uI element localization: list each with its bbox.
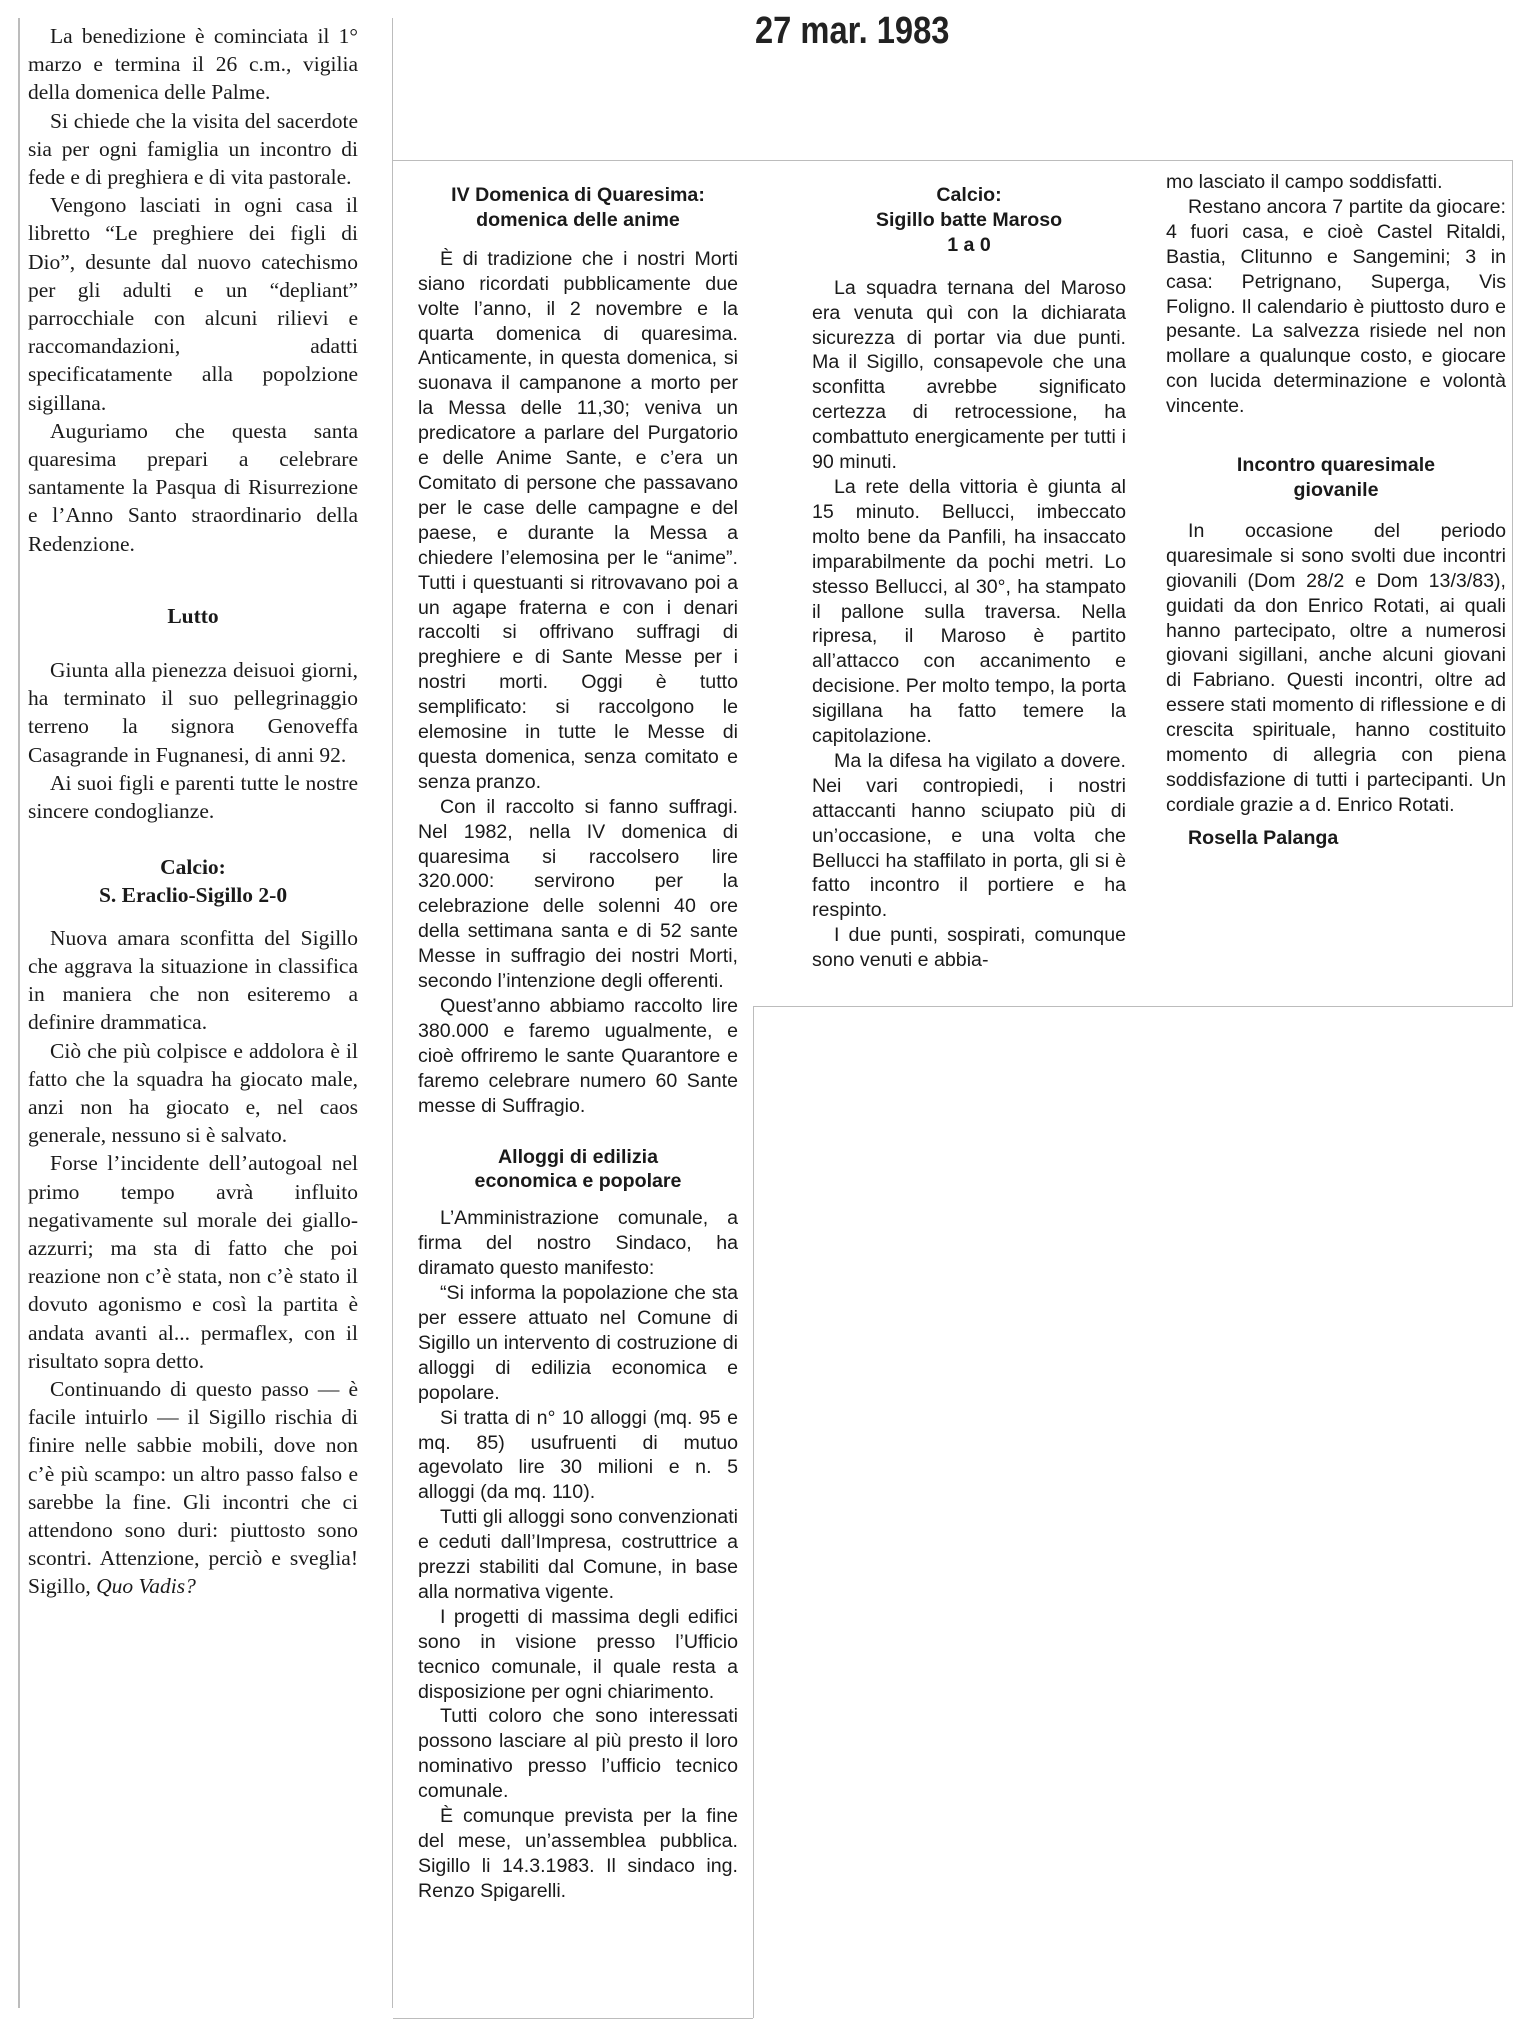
clipping-edge-col2-right (753, 1006, 754, 2018)
clipping-edge-left (18, 18, 20, 2008)
section-subtitle-calcio: S. Eraclio-Sigillo 2-0 (98, 883, 288, 908)
section-title-quaresima: IV Domenica di Quaresima: (451, 184, 705, 206)
section-title-lutto: Lutto (167, 603, 219, 628)
paragraph: È di tradizione che i nostri Morti siano ricordati pubblicamente due volte l’anno, il 2 novembre e la quarta domenica di quaresima. Anticamente, in questa domenica, si suonava il campanone a morto per la Messa delle 11,30; veniva un predicatore a parlare del Purgatorio e delle Anime Sante, e c’era un Comitato di persone che passavano per le case delle campagne e del paese, e durante la Messa a chiedere l’elemosina per le “anime”. Tutti i questuanti si ritrovavano poi a un agape fraterna e con i denari raccolti si offrivano suffragi di preghiere e di Sante Messe per i nostri morti. Oggi è tutto semplificato: si raccolgono le elemosine in tutte le Messe di questa domenica, senza comitato e senza pranzo. (418, 247, 738, 793)
paragraph: Forse l’incidente dell’autogoal nel primo tempo avrà influito negativamente sul morale dei giallo-azzurri; ma sta di fatto che poi reazione non c’è stata, non c’è stato il dovuto agonismo e così la partita è andata avanti al... permaflex, con il risultato sopra detto. (28, 1151, 358, 1373)
paragraph: Tutti coloro che sono interessati possono lasciare al più presto il loro nominativo presso l’ufficio tecnico comunale. (418, 1705, 738, 1803)
paragraph: La squadra ternana del Maroso era venuta quì con la dichiarata sicurezza di portar via due punti. Ma il Sigillo, consapevole che una sconfitta avrebbe significato certezza di retrocessione, ha combattuto energicamente per tutti i 90 minuti. (812, 276, 1126, 474)
clipping-edge-col2-bottom (393, 2018, 753, 2019)
section-title-incontro: Incontro quaresimale (1236, 454, 1436, 477)
paragraph: Si chiede che la visita del sacerdote sia per ogni famiglia un incontro di fede e di preghiera e di vita pastorale. (28, 108, 358, 190)
clipping-edge-divider (392, 18, 393, 2008)
column-calcio-maroso (812, 183, 1126, 973)
paragraph: I due punti, sospirati, comunque sono venuti e abbia- (812, 924, 1126, 972)
paragraph: Giunta alla pienezza deisuoi giorni, ha terminato il suo pellegrinaggio terreno la signora Genoveffa Casagrande in Fugnanesi, di anni 92. (28, 658, 358, 767)
section-title-alloggi: Alloggi di edilizia (497, 1145, 659, 1168)
paragraph-text: Continuando di questo passo — è facile intuirlo — il Sigillo rischia di finire nelle sabbie mobili, dove non c’è più scampo: un altro passo falso e sarebbe la fine. Gli incontri che ci attendono sono duri: piuttosto sono scontri. Attenzione, perciò e sveglia! Sigillo, (28, 1376, 358, 1599)
paragraph: I progetti di massima degli edifici sono in visione presso l’Ufficio tecnico comunale, il quale resta a disposizione per ogni chiarimento. (418, 1605, 738, 1703)
paragraph-italic: Quo Vadis? (96, 1574, 196, 1599)
paragraph: mo lasciato il campo soddisfatti. (1166, 171, 1443, 193)
section-subtitle-incontro: giovanile (1293, 478, 1379, 501)
paragraph: La rete della vittoria è giunta al 15 minuto. Bellucci, imbeccato molto bene da Panfili, ha insaccato imparabilmente da pochi metri. Lo stesso Bellucci, al 30°, ha stampato il pallone sulla traversa. Nella ripresa, il Maroso è partito all’attacco con accanimento e decisione. Per molto tempo, la porta sigillana ha fatto temere la capitolazione. (812, 475, 1126, 748)
paragraph: La benedizione è cominciata il 1° marzo e termina il 26 c.m., vigilia della domenica delle Palme. (28, 24, 358, 105)
paragraph: L’Amministrazione comunale, a firma del nostro Sindaco, ha diramato questo manifesto: (418, 1207, 738, 1280)
paragraph: Quest’anno abbiamo raccolto lire 380.000 e faremo ugualmente, e cioè offriremo le sante Quarantore e faremo celebrare numero 60 Sante messe di Suffragio. (418, 995, 738, 1117)
paragraph: Ciò che più colpisce e addolora è il fatto che la squadra ha giocato male, anzi non ha giocato e, nel caos generale, nessuno si è salvato. (28, 1038, 358, 1148)
author-signature: Rosella Palanga (1188, 826, 1339, 849)
section-title-calcio: Calcio: (160, 855, 226, 880)
paragraph: Ai suoi figli e parenti tutte le nostre sincere condoglianze. (28, 770, 358, 824)
paragraph: Nuova amara sconfitta del Sigillo che aggrava la situazione in classifica in maniera che non esiteremo a definire drammatica. (28, 925, 358, 1035)
section-subtitle-calcio-maroso: Sigillo batte Maroso (875, 208, 1063, 231)
paragraph: Auguriamo che questa santa quaresima prepari a celebrare santamente la Pasqua di Risurrezione e l’Anno Santo straordinario della Redenzione. (28, 418, 358, 556)
column-anime-alloggi (418, 183, 738, 1904)
section-subtitle-alloggi: economica e popolare (474, 1170, 682, 1193)
column-parish-news (28, 22, 358, 1601)
date-stamp: 27 mar. 1983 (755, 10, 950, 52)
column-incontro (1166, 170, 1506, 851)
section-score: 1 a 0 (947, 233, 991, 256)
section-subtitle-quaresima: domenica delle anime (476, 208, 680, 231)
paragraph: È comunque prevista per la fine del mese, un’assemblea pubblica. Sigillo li 14.3.1983. Il sindaco ing. Renzo Spigarelli. (418, 1805, 738, 1902)
clipping-edge-top (393, 160, 1513, 161)
paragraph: “Si informa la popolazione che sta per essere attuato nel Comune di Sigillo un intervento di costruzione di alloggi di edilizia economica e popolare. (418, 1282, 738, 1404)
clipping-edge-right (1512, 160, 1513, 1006)
paragraph: Ma la difesa ha vigilato a dovere. Nei vari contropiedi, i nostri attaccanti hanno sciupato più di un’occasione, e una volta che Bellucci ha staffilato in porta, gli si è fatto incontro il portiere e ha respinto. (812, 749, 1126, 922)
paragraph: Con il raccolto si fanno suffragi. Nel 1982, nella IV domenica di quaresima si raccolsero lire 320.000: servirono per la celebrazione delle solenni 40 ore della settimana santa e di 52 sante Messe in suffragio dei nostri Morti, secondo l’intenzione degli offerenti. (418, 795, 738, 993)
paragraph: Restano ancora 7 partite da giocare: 4 fuori casa, e cioè Castel Ritaldi, Bastia, Clitunno e Sangemini; 3 in casa: Petrignano, Superga, Vis Foligno. Il calendario è piuttosto duro e pesante. La salvezza risiede nel non mollare a qualunque costo, e giocare con lucida determinazione e volontà vincente. (1166, 195, 1506, 418)
paragraph: Si tratta di n° 10 alloggi (mq. 95 e mq. 85) usufruenti di mutuo agevolato lire 30 milioni e n. 5 alloggi (da mq. 110). (418, 1406, 738, 1504)
clipping-edge-col3-bottom (753, 1006, 1513, 1007)
section-title-calcio-maroso: Calcio: (936, 184, 1002, 206)
paragraph: In occasione del periodo quaresimale si sono svolti due incontri giovanili (Dom 28/2 e Dom 13/3/83), guidati da don Enrico Rotati, ai quali hanno partecipato, oltre a numerosi giovani sigillani, anche alcuni giovani di Fabriano. Questi incontri, oltre ad essere stati momento di riflessione e di crescita spirituale, hanno costituito momento di allegria con piena soddisfazione di tutti i partecipanti. Un cordiale grazie a d. Enrico Rotati. (1166, 519, 1506, 816)
paragraph (28, 1375, 358, 1601)
paragraph: Tutti gli alloggi sono convenzionati e ceduti dall’Impresa, costruttrice a prezzi stabiliti dal Comune, in base alla normativa vigente. (418, 1506, 738, 1603)
paragraph: Vengono lasciati in ogni casa il libretto “Le preghiere dei figli di Dio”, desunte dal nuovo catechismo per gli adulti e un “depliant” parrocchiale con alcuni rilievi e raccomandazioni, adatti specificatamente alla popolzione sigillana. (28, 193, 358, 415)
